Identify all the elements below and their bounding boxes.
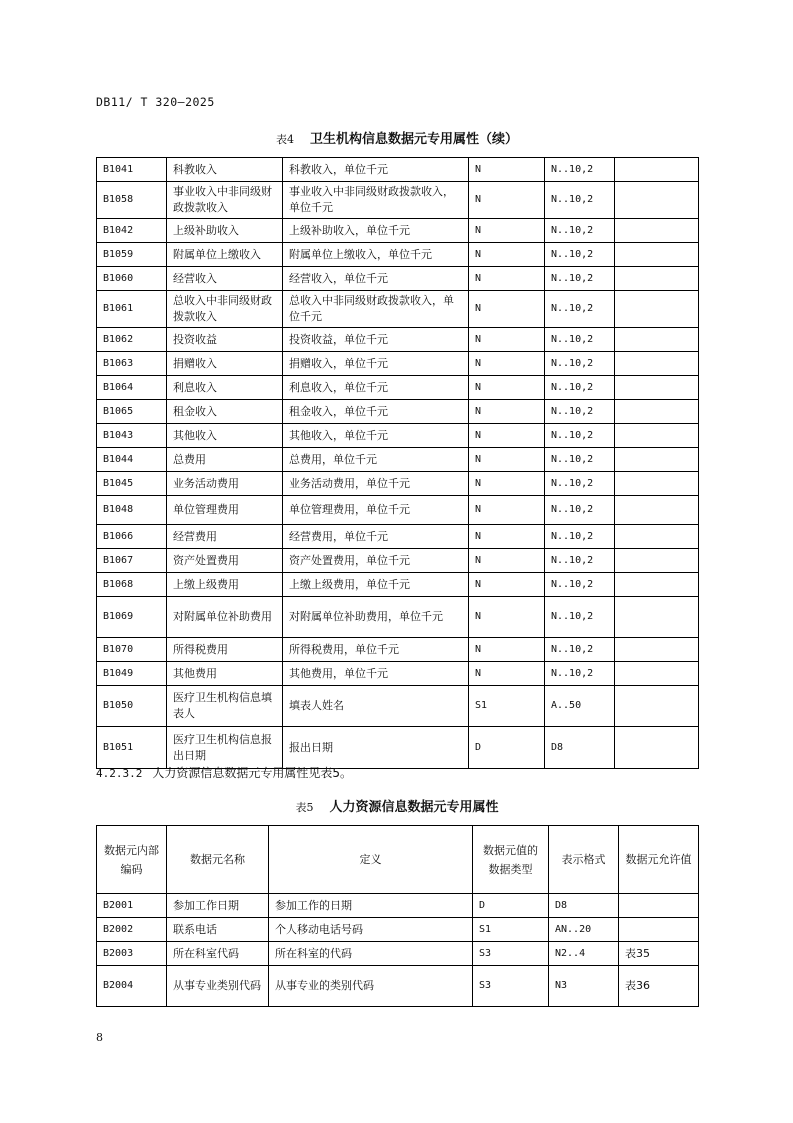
table-cell: N..10,2 [545,549,615,573]
table-cell: N..10,2 [545,352,615,376]
table-cell [615,686,699,727]
table-cell: N..10,2 [545,291,615,328]
table-cell: 资产处置费用，单位千元 [283,549,469,573]
page-number: 8 [96,1031,103,1044]
table-cell: S3 [473,966,549,1007]
table-cell: 其他收入 [167,424,283,448]
table-cell: 科教收入 [167,158,283,182]
table-row [97,448,699,472]
table-cell [615,291,699,328]
table-cell: N..10,2 [545,243,615,267]
table-cell: N [469,219,545,243]
table-row [97,525,699,549]
table-cell [615,472,699,496]
table-cell: 租金收入 [167,400,283,424]
table-cell: N [469,525,545,549]
table-cell [615,638,699,662]
table-cell: 其他费用，单位千元 [283,662,469,686]
table-row [97,400,699,424]
table-cell [619,894,699,918]
table-row [97,942,699,966]
table-cell [615,597,699,638]
table-cell: 经营收入，单位千元 [283,267,469,291]
table-row [97,219,699,243]
table-cell: N [469,472,545,496]
table-cell: 填表人姓名 [283,686,469,727]
table-cell: 事业收入中非同级财政拨款收入，单位千元 [283,182,469,219]
table-cell: N [469,400,545,424]
table-cell: B1042 [97,219,167,243]
table-row [97,496,699,525]
table-cell: B1051 [97,727,167,769]
table-cell: 总收入中非同级财政拨款收入，单位千元 [283,291,469,328]
table-cell: N..10,2 [545,400,615,424]
table-cell: N [469,182,545,219]
table-cell [615,400,699,424]
table-cell: N [469,376,545,400]
table-row [97,686,699,727]
table-cell: N [469,573,545,597]
table-cell: 经营收入 [167,267,283,291]
table-cell: N..10,2 [545,638,615,662]
table-cell: B1044 [97,448,167,472]
table-cell: D [469,727,545,769]
table-cell: N [469,243,545,267]
table-cell [615,376,699,400]
table-cell: 表36 [619,966,699,1007]
table-cell: 医疗卫生机构信息填表人 [167,686,283,727]
table-cell: 投资收益，单位千元 [283,328,469,352]
table-row [97,376,699,400]
table-cell: B1065 [97,400,167,424]
table-cell: N [469,662,545,686]
table-cell: D [473,894,549,918]
table-row [97,966,699,1007]
table-cell: 业务活动费用，单位千元 [283,472,469,496]
table-cell: N [469,328,545,352]
table-cell [615,525,699,549]
table-cell: N..10,2 [545,472,615,496]
table5-header-cell: 数据元名称 [167,826,269,894]
table-cell: B2003 [97,942,167,966]
table-cell [615,267,699,291]
table-cell: 所在科室的代码 [269,942,473,966]
table-cell: N..10,2 [545,328,615,352]
table-row [97,267,699,291]
table-cell [615,243,699,267]
table-cell: B1061 [97,291,167,328]
table-cell: B1064 [97,376,167,400]
table-cell: 经营费用 [167,525,283,549]
table-cell: 附属单位上缴收入 [167,243,283,267]
table-cell: 总收入中非同级财政拨款收入 [167,291,283,328]
table-cell: 所得税费用 [167,638,283,662]
table-cell: N..10,2 [545,158,615,182]
table5-header-cell: 数据元内部编码 [97,826,167,894]
table-cell: 利息收入，单位千元 [283,376,469,400]
table-cell: 单位管理费用 [167,496,283,525]
table-cell: N [469,267,545,291]
table-row [97,638,699,662]
table-cell: 从事专业类别代码 [167,966,269,1007]
table-row [97,158,699,182]
table5-caption-number: 表5 [295,801,314,814]
table-cell: B1060 [97,267,167,291]
table-row [97,424,699,448]
table-cell: 医疗卫生机构信息报出日期 [167,727,283,769]
table-cell: 上缴上级费用 [167,573,283,597]
standard-code: DB11/ T 320—2025 [96,95,215,109]
table-cell: 其他费用 [167,662,283,686]
table-cell: 对附属单位补助费用，单位千元 [283,597,469,638]
table-cell: 资产处置费用 [167,549,283,573]
table-row [97,727,699,769]
table-row [97,918,699,942]
table-cell: 参加工作的日期 [269,894,473,918]
table-cell: N..10,2 [545,448,615,472]
table-cell: 捐赠收入，单位千元 [283,352,469,376]
table-row [97,472,699,496]
table-cell: B1068 [97,573,167,597]
table-cell [615,549,699,573]
table-row [97,243,699,267]
table-cell: B1043 [97,424,167,448]
table-cell: 从事专业的类别代码 [269,966,473,1007]
table-cell [615,573,699,597]
table-cell: 所在科室代码 [167,942,269,966]
table-cell: N [469,597,545,638]
section-text: 人力资源信息数据元专用属性见表5。 [152,766,352,780]
table4-caption [96,128,698,147]
table-row [97,328,699,352]
table-row [97,597,699,638]
table-cell: B1063 [97,352,167,376]
table-cell: 报出日期 [283,727,469,769]
section-number: 4.2.3.2 [96,767,143,780]
table-cell [615,182,699,219]
table-cell: N [469,352,545,376]
table-cell: D8 [545,727,615,769]
table-cell: N..10,2 [545,597,615,638]
table5-header-row [97,826,699,894]
table-cell: N [469,291,545,328]
table-cell [615,448,699,472]
table-cell: 表35 [619,942,699,966]
table-cell [615,424,699,448]
table-cell: 联系电话 [167,918,269,942]
table-cell: 经营费用，单位千元 [283,525,469,549]
table-cell: N..10,2 [545,662,615,686]
table-cell: B1045 [97,472,167,496]
table5-header-cell: 数据元允许值 [619,826,699,894]
table-cell: 科教收入，单位千元 [283,158,469,182]
table4-caption-text: 卫生机构信息数据元专用属性（续） [309,132,518,147]
table-row [97,894,699,918]
table-cell: A..50 [545,686,615,727]
table-cell [619,918,699,942]
table4 [96,157,699,769]
table-cell [615,158,699,182]
table-cell: N [469,549,545,573]
table-cell: B2001 [97,894,167,918]
table-cell: N [469,424,545,448]
table-cell [615,328,699,352]
table-cell: N..10,2 [545,496,615,525]
table-cell: B1069 [97,597,167,638]
table5-header-cell: 表示格式 [549,826,619,894]
table-cell: N..10,2 [545,573,615,597]
table-cell: N..10,2 [545,424,615,448]
table-cell [615,352,699,376]
table-cell: 上级补助收入 [167,219,283,243]
table-cell: 单位管理费用，单位千元 [283,496,469,525]
table-cell: 附属单位上缴收入，单位千元 [283,243,469,267]
table5-header-cell: 定义 [269,826,473,894]
table-cell: N3 [549,966,619,1007]
table-cell: B1067 [97,549,167,573]
table5-header-cell: 数据元值的数据类型 [473,826,549,894]
table-cell: N..10,2 [545,182,615,219]
table-cell: S3 [473,942,549,966]
table-cell [615,219,699,243]
table-cell: N..10,2 [545,525,615,549]
table-cell [615,496,699,525]
table-cell [615,662,699,686]
table-cell: 租金收入，单位千元 [283,400,469,424]
table-cell: B1050 [97,686,167,727]
table-row [97,662,699,686]
table-cell: 利息收入 [167,376,283,400]
table-cell: N [469,158,545,182]
table-cell: N..10,2 [545,267,615,291]
table-row [97,182,699,219]
table-cell: 上级补助收入，单位千元 [283,219,469,243]
table5 [96,825,699,1007]
table-cell: S1 [469,686,545,727]
section-paragraph [96,764,352,781]
table-cell: B1049 [97,662,167,686]
table-cell: 总费用 [167,448,283,472]
table-cell: N [469,638,545,662]
table-cell: B2004 [97,966,167,1007]
table-row [97,573,699,597]
table-row [97,352,699,376]
table-cell: N [469,448,545,472]
table5-caption [96,796,698,815]
table-cell: 个人移动电话号码 [269,918,473,942]
table-cell: 业务活动费用 [167,472,283,496]
table-cell: D8 [549,894,619,918]
table5-caption-text: 人力资源信息数据元专用属性 [329,800,499,815]
table-cell: 所得税费用，单位千元 [283,638,469,662]
table-cell: 其他收入，单位千元 [283,424,469,448]
table-cell: B2002 [97,918,167,942]
table-cell: B1070 [97,638,167,662]
table4-caption-number: 表4 [275,133,294,146]
table-row [97,549,699,573]
table-cell: 投资收益 [167,328,283,352]
table-cell: B1066 [97,525,167,549]
table-row [97,291,699,328]
table-cell: 参加工作日期 [167,894,269,918]
table-cell: B1062 [97,328,167,352]
table-cell: B1048 [97,496,167,525]
table-cell: 总费用，单位千元 [283,448,469,472]
table-cell: N2..4 [549,942,619,966]
table-cell: N..10,2 [545,376,615,400]
table-cell: 事业收入中非同级财政拨款收入 [167,182,283,219]
table-cell: N [469,496,545,525]
table-cell: 对附属单位补助费用 [167,597,283,638]
table-cell: 捐赠收入 [167,352,283,376]
table-cell: B1058 [97,182,167,219]
table-cell: B1059 [97,243,167,267]
table-cell: S1 [473,918,549,942]
table-cell: N..10,2 [545,219,615,243]
table-cell: 上缴上级费用，单位千元 [283,573,469,597]
table-cell: AN..20 [549,918,619,942]
table-cell [615,727,699,769]
table-cell: B1041 [97,158,167,182]
